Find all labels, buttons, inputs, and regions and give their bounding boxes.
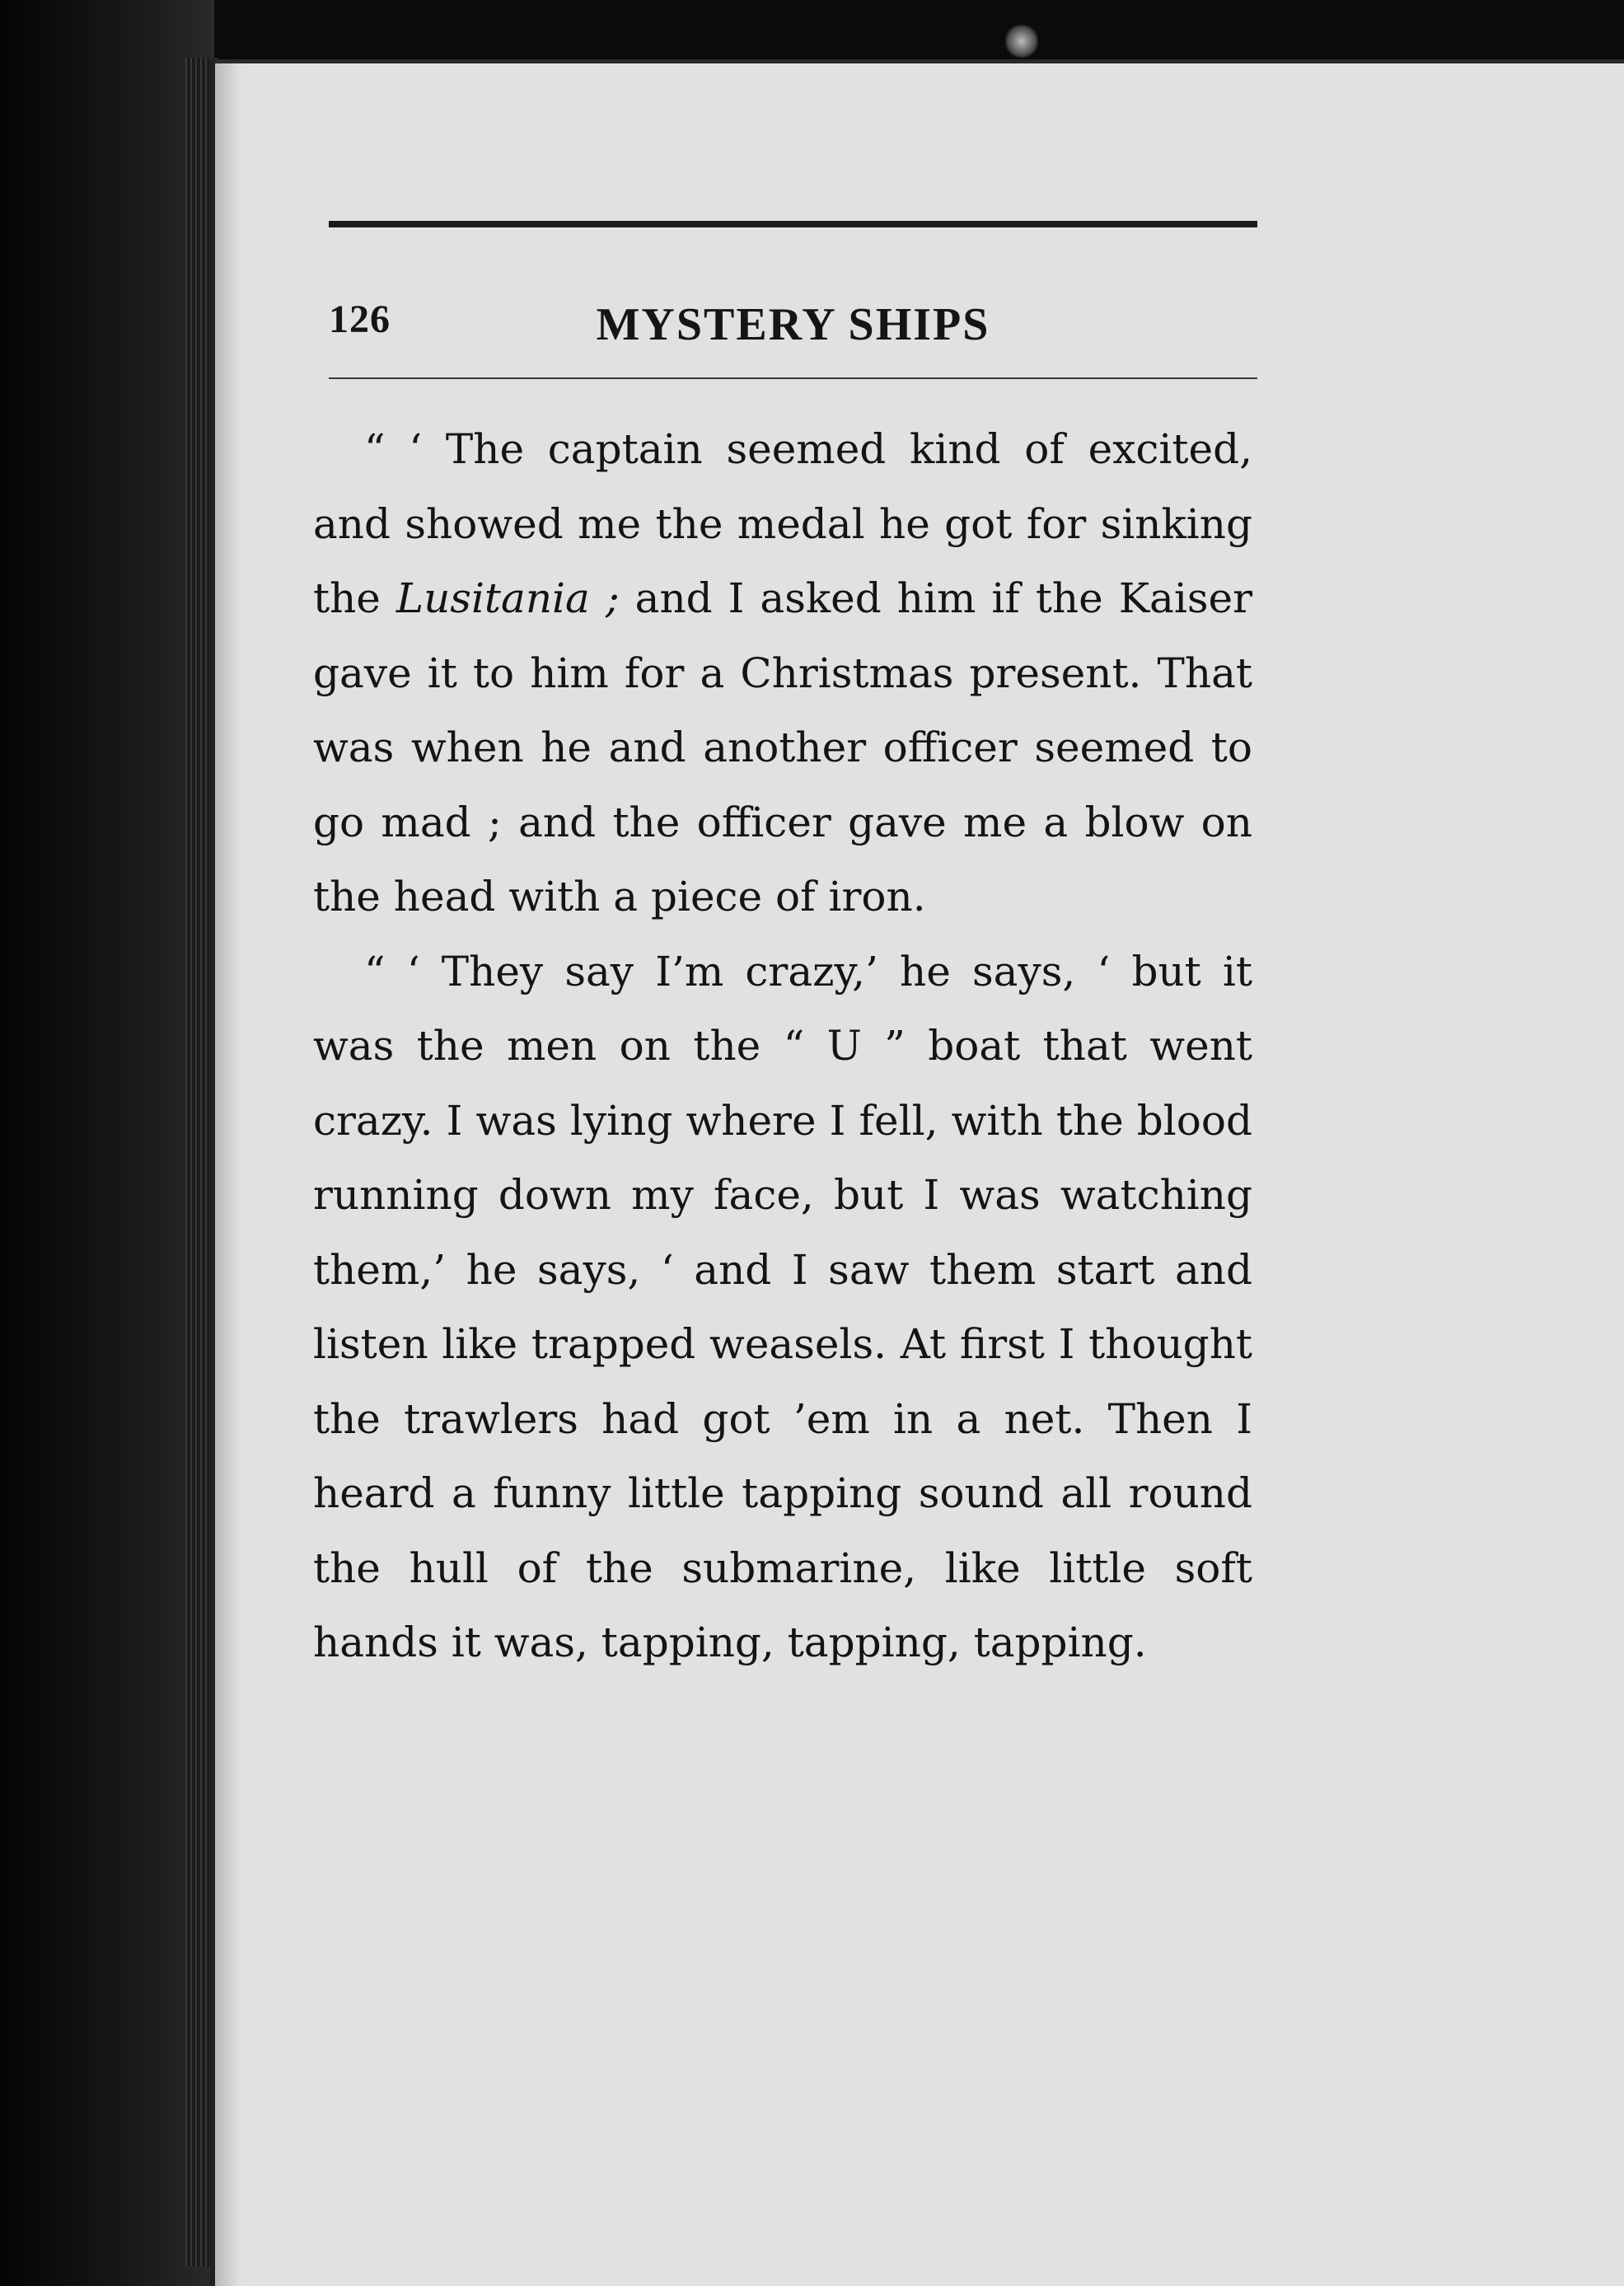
body-text — [313, 412, 1252, 1680]
header-rule-bottom — [329, 377, 1257, 379]
scan-blemish — [1005, 25, 1038, 58]
paragraph-1 — [313, 412, 1252, 935]
paragraph-2: “ ‘ They say I’m crazy,’ he says, ‘ but it was the men on the “ U ” boat that went crazy. I was lying where I fell, with the blood running down my face, but I was watching them,’ he says, ‘ and I saw them start and listen like trapped weasels. At first I thought the trawlers had got ’em in a net. Then I heard a funny little tapping sound all round the hull of the submarine, like little soft hands it was, tapping, tapping, tapping. — [313, 947, 1252, 1666]
paragraph-1-text-a: “ ‘ The captain seemed kind of excited, and showed me the medal he got for sinking the — [313, 425, 1252, 622]
paragraph-1-italic-title: Lusitania ; — [395, 574, 620, 622]
gutter-shadow — [215, 63, 240, 2286]
page-number: 126 — [329, 297, 391, 341]
header-rule-top — [329, 221, 1257, 227]
book-spine — [0, 0, 214, 2286]
running-title: MYSTERY SHIPS — [596, 299, 990, 350]
paragraph-1-text-b: and I asked him if the Kaiser gave it to him for a Christmas present. That was when he and another officer seemed to go mad ; and the officer gave me a blow on the head with a piece of iron. — [313, 574, 1252, 920]
running-header — [329, 239, 1257, 350]
